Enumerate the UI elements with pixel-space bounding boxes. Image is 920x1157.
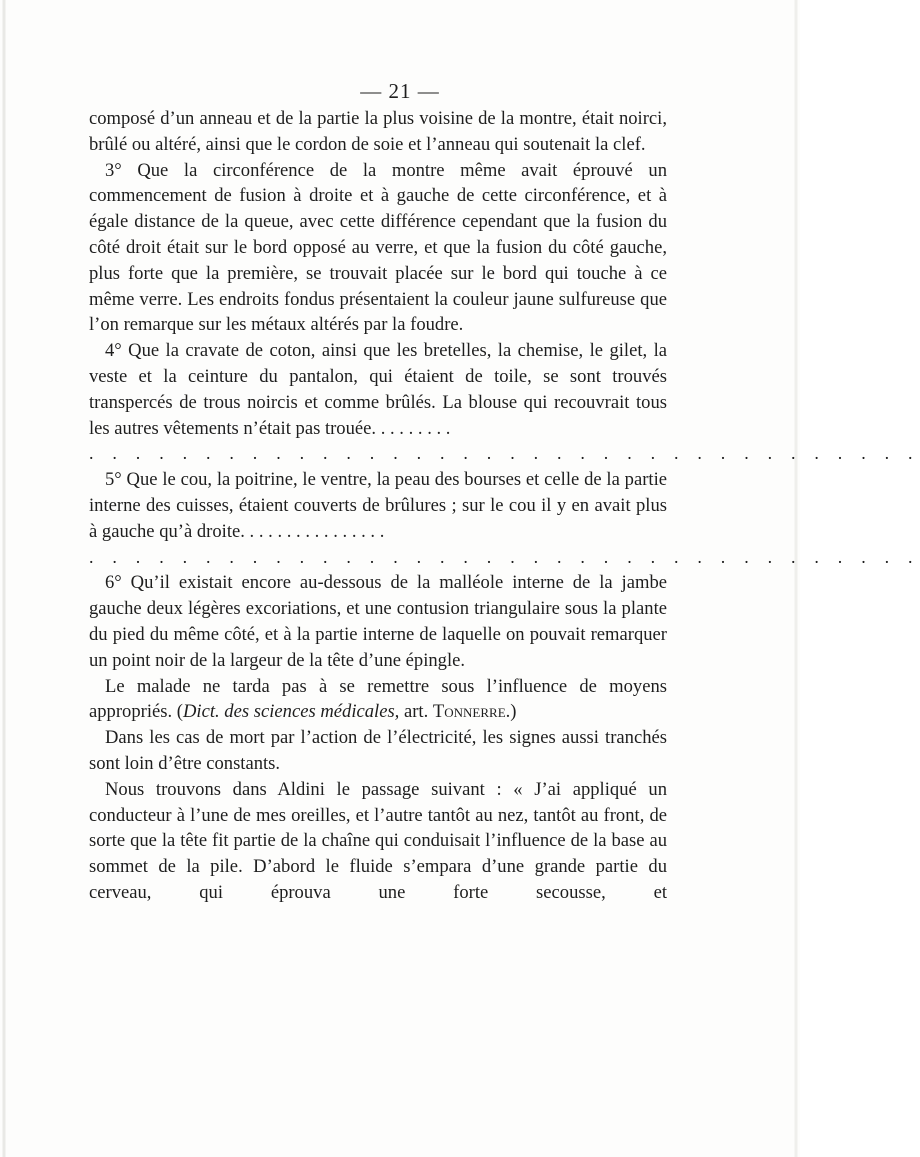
citation: (Dict. des sciences médicales, art. Tonnerre.): [176, 701, 517, 723]
paragraph-item-3: 3° Que la circonférence de la montre même avait éprouvé un commencement de fusion à droite et à gauche de cette circonférence, et à égale distance de la queue, avec cette différence cependant que la fusion du côté droit était sur le bord opposé au verre, et que la fusion du côté gauche, plus forte que la première, se trouvait placée sur le bord qui touche à ce même verre. Les endroits fondus présentaient la couleur jaune sulfureuse que l’on remarque sur les métaux altérés par la foudre.: [89, 159, 667, 336]
citation-title: Dict. des sciences médicales,: [183, 701, 400, 723]
paragraph-item-4: 4° Que la cravate de coton, ainsi que les bretelles, la chemise, le gilet, la veste et la ceinture du pantalon, qui étaient de toile, se sont trouvés transpercés de trous noircis et comme brûlés. La blouse qui recouvrait tous les autres vêtements n’était pas trouée. . . . . . . . .: [89, 340, 667, 439]
page-body: [89, 106, 920, 906]
paragraph-continuation: composé d’un anneau et de la partie la plus voisine de la montre, était noirci, brûlé ou altéré, ainsi que le cordon de soie et l’anneau qui soutenait la clef.: [89, 108, 667, 155]
paragraph-recovery: [89, 674, 667, 726]
paragraph-item-6: 6° Qu’il existait encore au-dessous de la malléole interne de la jambe gauche deux légères excoriations, et une contusion triangulaire sous la plante du pied du même côté, et à la partie interne de laquelle on pouvait remarquer un point noir de la largeur de la tête d’une épingle.: [89, 572, 667, 671]
citation-article: Tonnerre: [432, 701, 506, 723]
paragraph-aldini: Nous trouvons dans Aldini le passage suivant : « J’ai appliqué un conducteur à l’une de mes oreilles, et l’autre tantôt au nez, tantôt au front, de sorte que la tête fit partie de la chaîne qui conduisait l’influence de la base au sommet de la pile. D’abord le fluide s’empara d’une grande partie du cerveau, qui éprouva une forte secousse, et: [89, 778, 667, 903]
paragraph-recovery-text: Le malade ne tarda pas à se remettre sous l’influence de moyens appropriés.: [89, 675, 667, 723]
ellipsis-line: . . . . . . . . . . . . . . . . . . . . . . . . . . . . . . . . . . . .: [89, 443, 920, 464]
paragraph-death-signs: Dans les cas de mort par l’action de l’électricité, les signes aussi tranchés sont loin d’être constants.: [89, 727, 667, 774]
page-number: — 21 —: [360, 79, 440, 103]
ellipsis-line: . . . . . . . . . . . . . . . . . . . . . . . . . . . . . . . . . . . .: [89, 546, 920, 567]
paragraph-item-5: 5° Que le cou, la poitrine, le ventre, la peau des bourses et celle de la partie interne des cuisses, étaient couverts de brûlures ; sur le cou il y en avait plus à gauche qu’à droite. . . . . . . . . . . . . . . .: [89, 469, 667, 542]
